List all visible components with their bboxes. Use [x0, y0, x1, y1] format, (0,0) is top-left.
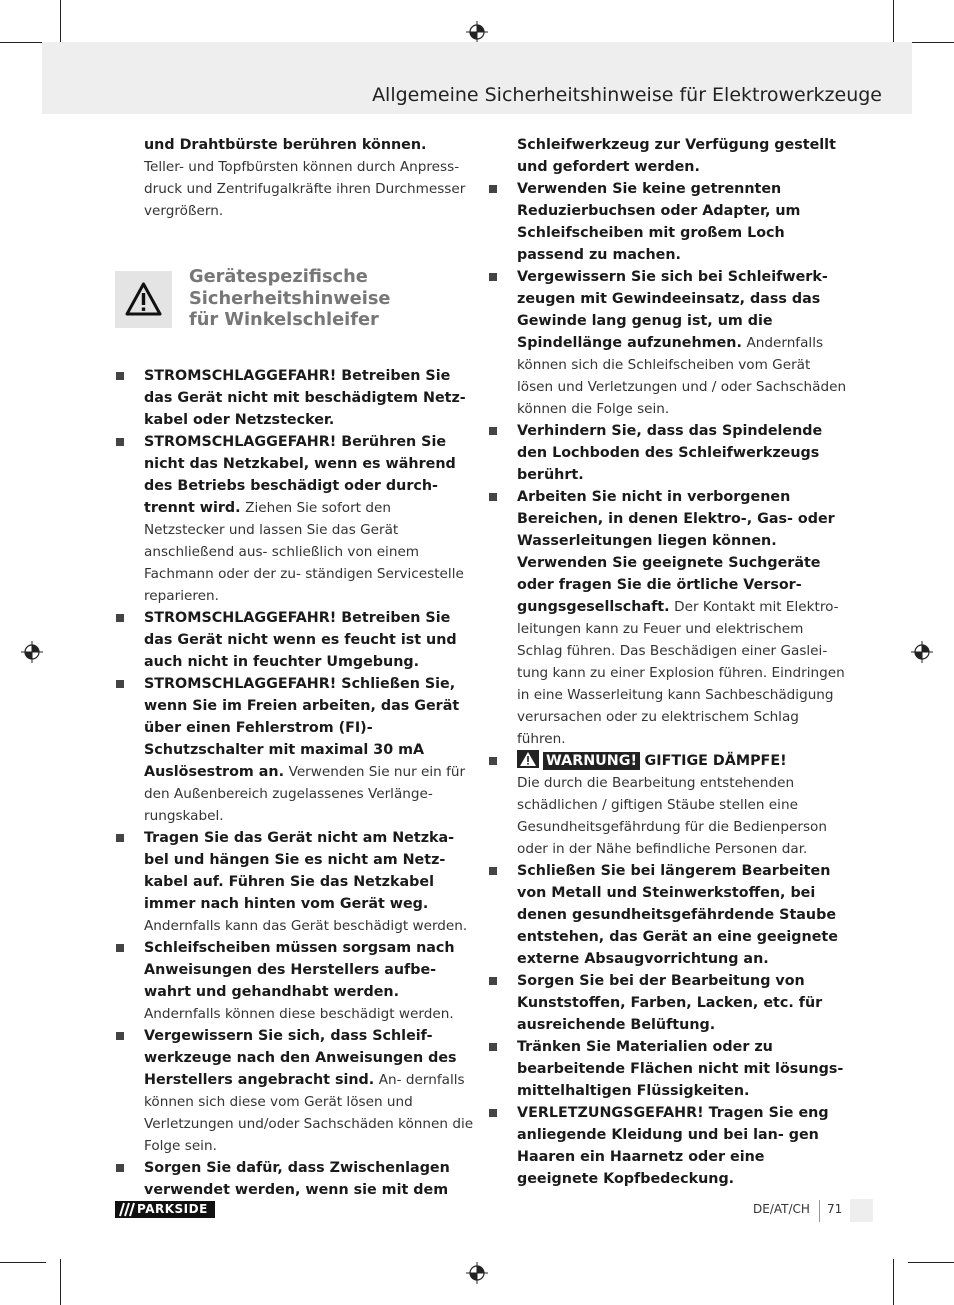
item-bold-text: Tränken Sie Materialien oder zu bearbeitende Flächen nicht mit lösungs- mittelhaltigen Flüssigkeiten.: [517, 1039, 844, 1099]
list-item: [144, 365, 474, 431]
crop-mark: [0, 1262, 46, 1263]
warning-triangle-icon: [517, 750, 539, 768]
list-item: [517, 970, 847, 1036]
list-item: [144, 431, 474, 607]
item-bold-text: Sorgen Sie dafür, dass Zwischenlagen verwendet werden, wenn sie mit dem: [144, 1160, 450, 1198]
item-bold-text: STROMSCHLAGGEFAHR! Betreiben Sie das Gerät nicht mit beschädigtem Netz- kabel oder Netzstecker.: [144, 368, 466, 428]
item-bold-text: Sorgen Sie bei der Bearbeitung von Kunststoffen, Farben, Lacken, etc. für ausreichende Belüftung.: [517, 973, 823, 1033]
item-bold-text: Schließen Sie bei längerem Bearbeiten von Metall und Steinwerkstoffen, bei denen gesundheitsgefährdende Staube entstehen, das Gerät an eine geeignete externe Absaugvorrichtung an.: [517, 863, 838, 967]
registration-mark-icon: [21, 641, 43, 663]
crop-mark: [893, 1259, 894, 1305]
list-item: [144, 673, 474, 827]
list-item: [144, 1025, 474, 1157]
item-bold-text: Tragen Sie das Gerät nicht am Netzka- bel und hängen Sie es nicht am Netz- kabel auf. Führen Sie das Netzkabel immer nach hinten vom Gerät weg.: [144, 830, 455, 912]
list-item: [144, 607, 474, 673]
list-item: [144, 937, 474, 1025]
bullet-icon: [489, 427, 497, 435]
list-item: [517, 420, 847, 486]
list-item: [517, 486, 847, 750]
brand-logo: [115, 1201, 215, 1218]
bullet-icon: [116, 834, 124, 842]
bullet-icon: [116, 614, 124, 622]
bullet-icon: [116, 680, 124, 688]
footer-box: [850, 1199, 873, 1222]
bullet-icon: [116, 438, 124, 446]
item-bold-text: STROMSCHLAGGEFAHR! Schließen Sie, wenn Sie im Freien arbeiten, das Gerät über einen Fehlerstrom (FI)- Schutzschalter mit maximal 30 mA Auslösestrom an.: [144, 676, 460, 780]
brand-name: PARKSIDE: [137, 1202, 208, 1216]
bullet-icon: [489, 1109, 497, 1117]
warning-text: Die durch die Bearbeitung entstehenden schädlichen / giftigen Stäube stellen eine Gesundheitsgefährdung für die Bedienperson oder in der Nähe befindliche Personen dar.: [517, 775, 827, 857]
bullet-icon: [116, 944, 124, 952]
bullet-icon: [489, 977, 497, 985]
warning-heading: GIFTIGE DÄMPFE!: [644, 753, 787, 769]
bullet-icon: [489, 185, 497, 193]
item-bold-text: Vergewissern Sie sich, dass Schleif- werkzeuge nach den Anweisungen des Herstellers angebracht sind.: [144, 1028, 457, 1088]
crop-mark: [893, 0, 894, 46]
item-bold-text: Vergewissern Sie sich bei Schleifwerk- zeugen mit Gewindeeinsatz, dass das Gewinde lang genug ist, um die Spindellänge aufzunehmen.: [517, 269, 828, 351]
right-list-2: [517, 860, 847, 1190]
registration-mark-icon: [466, 1262, 488, 1284]
right-list: [517, 178, 847, 750]
bullet-icon: [116, 1164, 124, 1172]
item-text: Andernfalls kann das Gerät beschädigt werden.: [144, 918, 468, 934]
list-item: [517, 1102, 847, 1190]
bullet-icon: [489, 867, 497, 875]
page-number: 71: [827, 1202, 843, 1216]
bullet-icon: [489, 757, 497, 765]
list-item: [517, 860, 847, 970]
item-bold-text: VERLETZUNGSGEFAHR! Tragen Sie eng anliegende Kleidung und bei lan- gen Haaren ein Haarnetz oder eine geeignete Kopfbedeckung.: [517, 1105, 829, 1187]
bullet-icon: [116, 1032, 124, 1040]
crop-mark: [60, 1259, 61, 1305]
crop-mark: [0, 42, 46, 43]
crop-mark: [908, 42, 954, 43]
list-item: [517, 266, 847, 420]
item-bold-text: Arbeiten Sie nicht in verborgenen Bereichen, in denen Elektro-, Gas- oder Wasserleitungen liegen können. Verwenden Sie geeignete Suchgeräte oder fragen Sie die örtliche Versor- gungsgesellschaft.: [517, 489, 835, 615]
bullet-icon: [489, 273, 497, 281]
intro-bold-text: und Drahtbürste berühren können.: [144, 137, 427, 153]
item-text: Der Kontakt mit Elektro- leitungen kann zu Feuer und elektrischem Schlag führen. Das Beschädigen einer Gaslei- tung kann zu einer Explosion führen. Eindringen in eine Wasserleitung kann Sachbeschädigung verursachen oder zu elektrischem Schlag führen.: [517, 599, 845, 747]
item-text: Andernfalls können diese beschädigt werden.: [144, 1006, 454, 1022]
list-item: [517, 178, 847, 266]
list-item: [144, 827, 474, 937]
bullet-icon: [489, 1043, 497, 1051]
logo-stripes-icon: [117, 1201, 137, 1218]
page-title: Allgemeine Sicherheitshinweise für Elektrowerkzeuge: [372, 84, 882, 106]
warning-list-item: [517, 750, 847, 860]
item-bold-text: Schleifscheiben müssen sorgsam nach Anweisungen des Herstellers aufbe- wahrt und gehandhabt werden.: [144, 940, 455, 1000]
intro-text: Teller- und Topfbürsten können durch Anpress- druck und Zentrifugalkräfte ihren Durchmesser vergrößern.: [144, 159, 466, 219]
item-text: Ziehen Sie sofort den Netzstecker und lassen Sie das Gerät anschließend aus- schließlich von einem Fachmann oder der zu- ständigen Servicestelle reparieren.: [144, 500, 464, 604]
item-bold-text: STROMSCHLAGGEFAHR! Berühren Sie nicht das Netzkabel, wenn es während des Betriebs beschädigt oder durch- trennt wird.: [144, 434, 456, 516]
crop-mark: [60, 0, 61, 46]
item-text: Andernfalls können sich die Schleifscheiben vom Gerät lösen und Verletzungen und / oder Sachschäden können die Folge sein.: [517, 335, 847, 417]
bullet-icon: [116, 372, 124, 380]
bullet-icon: [489, 493, 497, 501]
footer-divider: [819, 1200, 820, 1222]
list-item: [144, 1157, 474, 1201]
item-text: An- dernfalls können sich diese vom Gerät lösen und Verletzungen und/oder Sachschäden können die Folge sein.: [144, 1072, 474, 1154]
registration-mark-icon: [466, 21, 488, 43]
registration-mark-icon: [911, 641, 933, 663]
right-column: [517, 134, 847, 1190]
left-list: [144, 365, 474, 1201]
item-bold-text: Verhindern Sie, dass das Spindelende den Lochboden des Schleifwerkzeugs berührt.: [517, 423, 823, 483]
item-text: Verwenden Sie nur ein für den Außenbereich zugelassenes Verlänge- rungskabel.: [144, 764, 466, 824]
crop-mark: [908, 1262, 954, 1263]
warning-label: WARNUNG!: [543, 752, 640, 770]
item-bold-text: STROMSCHLAGGEFAHR! Betreiben Sie das Gerät nicht wenn es feucht ist und auch nicht in feuchter Umgebung.: [144, 610, 457, 670]
list-item: [517, 1036, 847, 1102]
right-intro-text: Schleifwerkzeug zur Verfügung gestellt und gefordert werden.: [517, 137, 836, 175]
section-heading: Gerätespezifische Sicherheitshinweise für Winkelschleifer: [189, 266, 391, 330]
footer-language: DE/AT/CH: [753, 1202, 810, 1216]
left-column: [144, 134, 474, 1201]
item-bold-text: Verwenden Sie keine getrennten Reduzierbuchsen oder Adapter, um Schleifscheiben mit großem Loch passend zu machen.: [517, 181, 801, 263]
